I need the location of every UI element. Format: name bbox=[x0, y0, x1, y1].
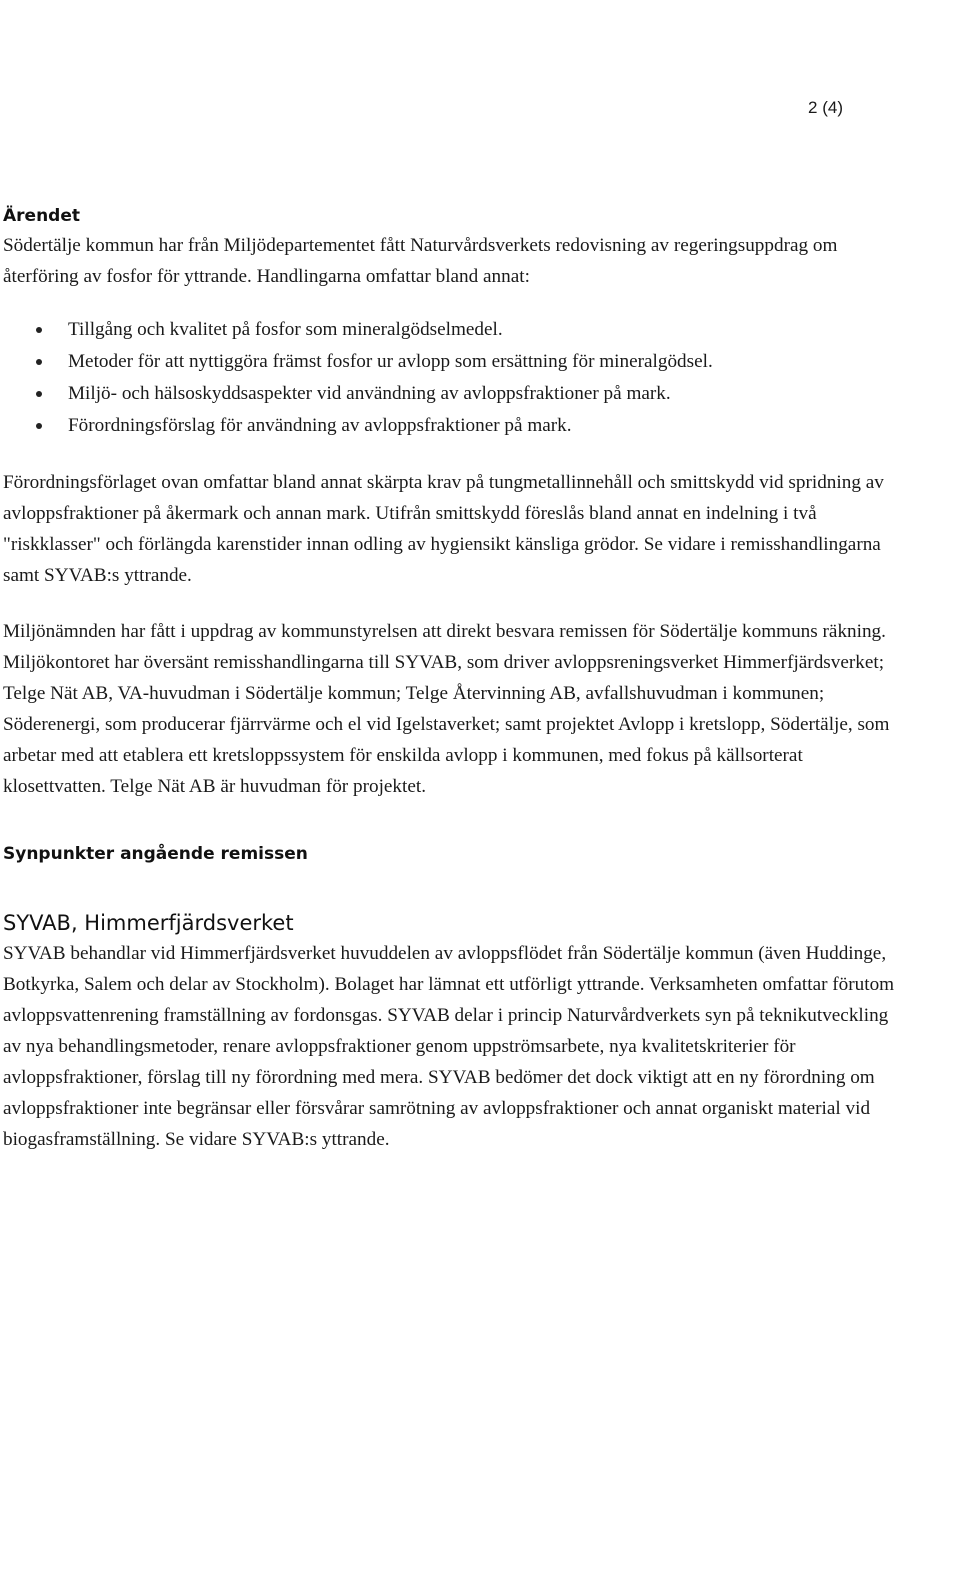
bullet-icon bbox=[36, 359, 42, 365]
arendet-paragraph-2: Förordningsförlaget ovan omfattar bland annat skärpta krav på tungmetallinnehåll och smittskydd vid spridning av avloppsfraktioner på åkermark och annan mark. Utifrån smittskydd föreslås bland annat en indelning i två "riskklasser" och förlängda karenstider innan odling av hygiensikt känsliga grödor. Se vidare i remisshandlingarna samt SYVAB:s yttrande. bbox=[3, 472, 884, 586]
syvab-paragraph: SYVAB behandlar vid Himmerfjärdsverket huvuddelen av avloppsflödet från Södertälje kommun (även Huddinge, Botkyrka, Salem och delar av Stockholm). Bolaget har lämnat ett utförligt yttrande. Verksamheten omfattar förutom avloppsvattenrening framställning av fordonsgas. SYVAB delar i princip Naturvårdverkets syn på teknikutveckling av nya behandlingsmetoder, renare avloppsfraktioner genom uppströmsarbete, nya kvalitetskriterier för avloppsfraktioner, förslag till ny förordning med mera. SYVAB bedömer det dock viktigt att en ny förordning om avloppsfraktioner inte begränsar eller försvårar samrötning av avloppsfraktioner och annat organiskt material vid biogasframställning. Se vidare SYVAB:s yttrande. bbox=[3, 943, 895, 1150]
arendet-intro: Södertälje kommun har från Miljödepartementet fått Naturvårdsverkets redovisning av regeringsuppdrag om återföring av fosfor för yttrande. Handlingarna omfattar bland annat: bbox=[3, 235, 838, 287]
section-heading-arendet: Ärendet bbox=[3, 206, 80, 226]
bullet-icon bbox=[36, 423, 42, 429]
document-body bbox=[3, 202, 903, 1155]
bullet-icon bbox=[36, 327, 42, 333]
page-number: 2 (4) bbox=[808, 98, 843, 117]
sub-heading-syvab: SYVAB, Himmerfjärdsverket bbox=[3, 911, 294, 935]
bullet-icon bbox=[36, 391, 42, 397]
arendet-bullet-list bbox=[3, 314, 903, 442]
section-heading-synpunkter: Synpunkter angående remissen bbox=[3, 844, 308, 864]
list-item: Metoder för att nyttiggöra främst fosfor ur avlopp som ersättning för mineralgödsel. bbox=[68, 346, 903, 378]
arendet-paragraph-3: Miljönämnden har fått i uppdrag av kommunstyrelsen att direkt besvara remissen för Södertälje kommuns räkning. Miljökontoret har översänt remisshandlingarna till SYVAB, som driver avloppsreningsverket Himmerfjärdsverket; Telge Nät AB, VA-huvudman i Södertälje kommun; Telge Återvinning AB, avfallshuvudman i kommunen; Söderenergi, som producerar fjärrvärme och el vid Igelstaverket; samt projektet Avlopp i kretslopp, Södertälje, som arbetar med att etablera ett kretsloppssystem för enskilda avlopp i kommunen, med fokus på källsorterat klosettvatten. Telge Nät AB är huvudman för projektet. bbox=[3, 621, 890, 797]
list-item: Miljö- och hälsoskyddsaspekter vid användning av avloppsfraktioner på mark. bbox=[68, 378, 903, 410]
list-item: Förordningsförslag för användning av avloppsfraktioner på mark. bbox=[68, 410, 903, 442]
list-item: Tillgång och kvalitet på fosfor som mineralgödselmedel. bbox=[68, 314, 903, 346]
